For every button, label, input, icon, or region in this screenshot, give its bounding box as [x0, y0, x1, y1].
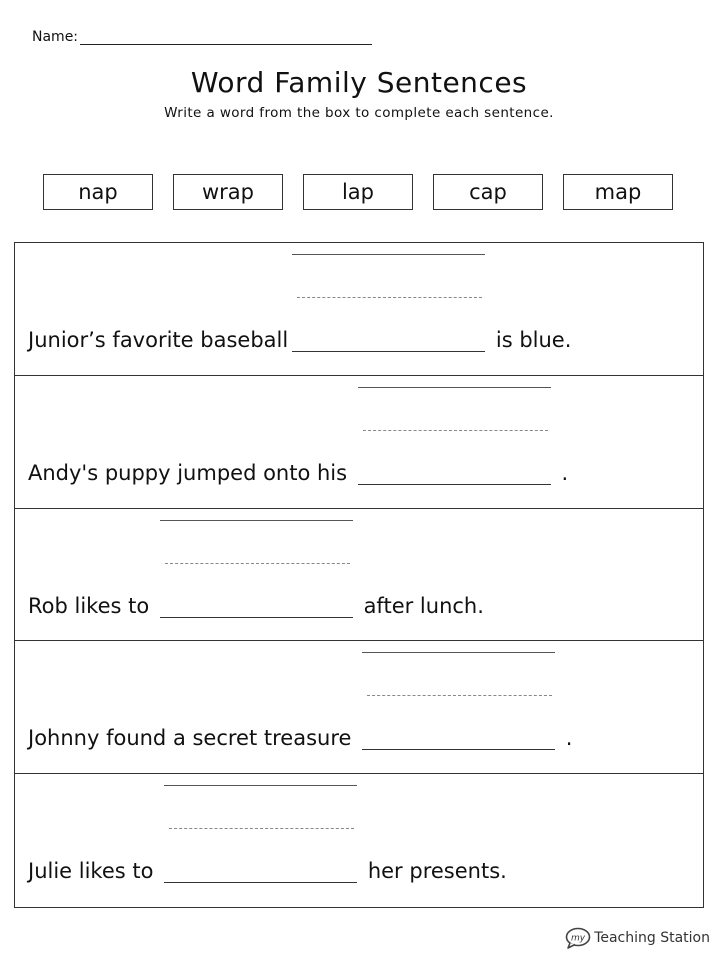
- sentence-table: [14, 242, 704, 908]
- sentence-text-after: .: [554, 460, 569, 485]
- writing-guide-mid: [363, 430, 548, 431]
- writing-guide-mid: [367, 695, 552, 696]
- sentence-text-before: Johnny found a secret treasure: [28, 726, 359, 751]
- word-bank: [43, 174, 675, 212]
- logo-text: Teaching Station: [594, 930, 710, 946]
- writing-guide-top: [358, 387, 551, 388]
- sentence: [28, 594, 484, 618]
- worksheet-title: Word Family Sentences: [190, 66, 528, 99]
- answer-blank[interactable]: [160, 595, 353, 618]
- name-line[interactable]: [80, 28, 372, 45]
- name-label: Name:: [32, 29, 79, 45]
- word-box-map: map: [563, 174, 673, 210]
- sentence-text-after: .: [559, 726, 573, 751]
- writing-guide-mid: [165, 563, 350, 564]
- answer-blank[interactable]: [358, 462, 551, 485]
- word-box-nap: nap: [43, 174, 153, 210]
- sentence-text-before: Julie likes to: [28, 859, 161, 884]
- sentence-text-before: Rob likes to: [28, 593, 156, 618]
- word-box-wrap: wrap: [173, 174, 283, 210]
- sentence-row: [15, 243, 703, 376]
- sentence-text-before: Junior’s favorite baseball: [28, 328, 289, 352]
- worksheet-instructions: Write a word from the box to complete each sentence.: [164, 105, 554, 121]
- name-field: [32, 28, 372, 45]
- writing-guide-mid: [169, 828, 354, 829]
- teaching-station-logo: [565, 927, 710, 949]
- sentence: [28, 328, 571, 352]
- sentence-text-after: her presents.: [361, 859, 507, 884]
- writing-guide-top: [160, 520, 353, 521]
- sentence-row: [15, 641, 703, 774]
- sentence: [28, 461, 568, 485]
- writing-guide-top: [292, 254, 485, 255]
- sentence: [28, 726, 572, 750]
- sentence-text-after: after lunch.: [356, 593, 484, 618]
- word-box-cap: cap: [433, 174, 543, 210]
- sentence: [28, 859, 507, 883]
- word-box-lap: lap: [303, 174, 413, 210]
- writing-guide-mid: [297, 297, 482, 298]
- sentence-row: [15, 509, 703, 642]
- speech-bubble-icon: [565, 927, 591, 949]
- answer-blank[interactable]: [292, 329, 485, 352]
- sentence-row: [15, 774, 703, 907]
- writing-guide-top: [164, 785, 357, 786]
- writing-guide-top: [362, 652, 555, 653]
- sentence-text-before: Andy's puppy jumped onto his: [28, 460, 354, 485]
- answer-blank[interactable]: [362, 727, 555, 750]
- answer-blank[interactable]: [164, 860, 357, 883]
- sentence-text-after: is blue.: [489, 328, 572, 352]
- logo-badge-text: my: [571, 933, 586, 944]
- sentence-row: [15, 376, 703, 509]
